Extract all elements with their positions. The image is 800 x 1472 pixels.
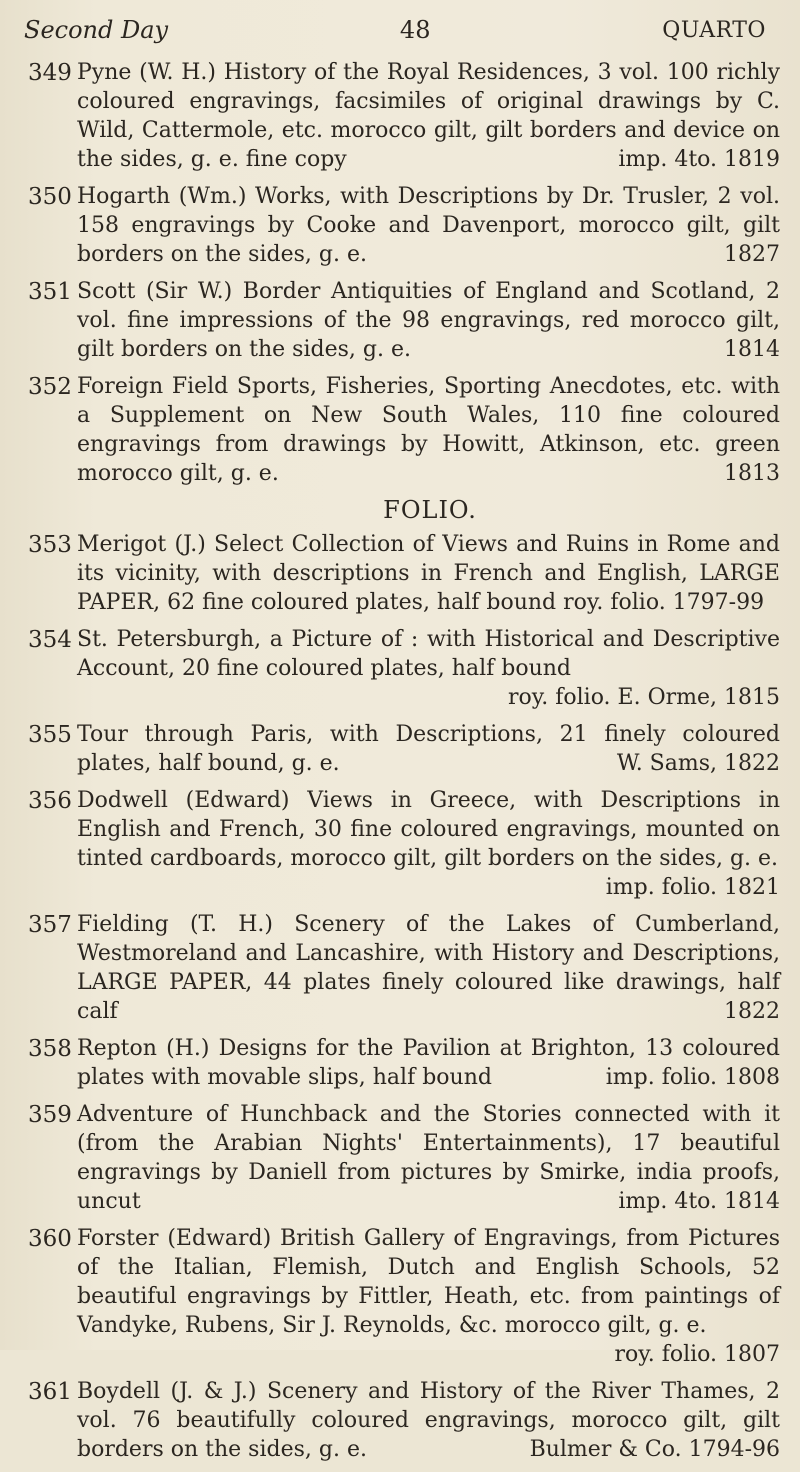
lot-number: 352 (28, 374, 72, 400)
lot-imprint: imp. 4to. 1814 (618, 1189, 780, 1214)
lot-description: Dodwell (Edward) Views in Greece, with Descriptions in English and French, 30 fine coloured engravings, mounted on tinted cardboards, morocco gilt, gilt borders on the sides, g. e. (77, 788, 780, 871)
lot-description: Repton (H.) Designs for the Pavilion at Brighton, 13 coloured plates with movable slips, half bound (77, 1036, 780, 1090)
lot-imprint: Bulmer & Co. 1794-96 (529, 1437, 780, 1462)
lot-imprint: imp. folio. 1821 (605, 875, 780, 900)
lot-imprint: 1813 (724, 461, 780, 486)
lot-number: 354 (28, 627, 72, 653)
lot-imprint: 1814 (724, 337, 780, 362)
lot-entry (20, 625, 780, 712)
lot-entry (20, 1377, 780, 1464)
lot-entry (20, 58, 780, 174)
lot-number: 353 (28, 532, 72, 558)
lot-imprint: imp. folio. 1808 (605, 1065, 780, 1090)
lot-description: Tour through Paris, with Descriptions, 21 finely coloured plates, half bound, g. e. (77, 722, 780, 776)
lot-entry (20, 1100, 780, 1216)
lot-description: Foreign Field Sports, Fisheries, Sporting Anecdotes, etc. with a Supplement on New South Wales, 110 fine coloured engravings from drawings by Howitt, Atkinson, etc. green morocco gilt, g. e. (77, 374, 780, 486)
lot-number: 358 (28, 1036, 72, 1062)
lot-description: Scott (Sir W.) Border Antiquities of England and Scotland, 2 vol. fine impressions of the 98 engravings, red morocco gilt, gilt borders on the sides, g. e. (77, 279, 780, 362)
lot-number: 360 (28, 1226, 72, 1252)
lot-imprint: roy. folio. 1807 (614, 1342, 780, 1367)
lot-entry (20, 1034, 780, 1092)
lot-number: 359 (28, 1102, 72, 1128)
lot-imprint: roy. folio. E. Orme, 1815 (507, 685, 780, 710)
lot-description: Merigot (J.) Select Collection of Views and Ruins in Rome and its vicinity, with descriptions in French and English, LARGE PAPER, 62 fine coloured plates, half bound roy. folio. 1797-99 (77, 532, 780, 615)
lot-description: Adventure of Hunchback and the Stories connected with it (from the Arabian Nights' Entertainments), 17 beautiful engravings by Daniell from pictures by Smirke, india proofs, uncut (77, 1102, 780, 1214)
lot-description: Pyne (W. H.) History of the Royal Residences, 3 vol. 100 richly coloured engravings, facsimiles of original drawings by C. Wild, Cattermole, etc. morocco gilt, gilt borders and device on the sides, g. e. fine copy (77, 60, 780, 172)
lot-number: 361 (28, 1379, 72, 1405)
lot-number: 350 (28, 184, 72, 210)
section-heading: FOLIO. (383, 496, 477, 524)
lot-description: Forster (Edward) British Gallery of Engravings, from Pictures of the Italian, Flemish, Dutch and English Schools, 52 beautiful engravings by Fittler, Heath, etc. from paintings of Vandyke, Rubens, Sir J. Reynolds, &c. morocco gilt, g. e. (77, 1226, 780, 1338)
lot-description: Fielding (T. H.) Scenery of the Lakes of Cumberland, Westmoreland and Lancashire, with History and Descriptions, LARGE PAPER, 44 plates finely coloured like drawings, half calf (77, 912, 780, 1024)
lot-imprint: W. Sams, 1822 (616, 751, 780, 776)
lot-number: 355 (28, 722, 72, 748)
lot-entry (20, 372, 780, 488)
page-header (24, 12, 766, 48)
lot-entry (20, 530, 780, 617)
lot-entry (20, 1224, 780, 1369)
lot-description: Boydell (J. & J.) Scenery and History of the River Thames, 2 vol. 76 beautifully coloured engravings, morocco gilt, gilt borders on the sides, g. e. (77, 1379, 780, 1462)
lot-description: Hogarth (Wm.) Works, with Descriptions by Dr. Trusler, 2 vol. 158 engravings by Cooke and Davenport, morocco gilt, gilt borders on the sides, g. e. (77, 184, 780, 267)
header-format: QUARTO (662, 17, 766, 43)
lot-number: 349 (28, 60, 72, 86)
lot-number: 351 (28, 279, 72, 305)
lot-imprint: imp. 4to. 1819 (618, 147, 780, 172)
lot-entry (20, 720, 780, 778)
lot-imprint: 1822 (724, 999, 780, 1024)
lot-list (20, 58, 780, 1472)
lot-description: St. Petersburgh, a Picture of : with Historical and Descriptive Account, 20 fine coloured plates, half bound (77, 627, 780, 681)
header-day: Second Day (24, 16, 169, 44)
lot-imprint: 1827 (724, 242, 780, 267)
lot-entry (20, 182, 780, 269)
lot-entry (20, 910, 780, 1026)
lot-number: 356 (28, 788, 72, 814)
lot-entry (20, 277, 780, 364)
lot-entry (20, 786, 780, 902)
lot-number: 357 (28, 912, 72, 938)
page-number: 48 (399, 16, 431, 44)
